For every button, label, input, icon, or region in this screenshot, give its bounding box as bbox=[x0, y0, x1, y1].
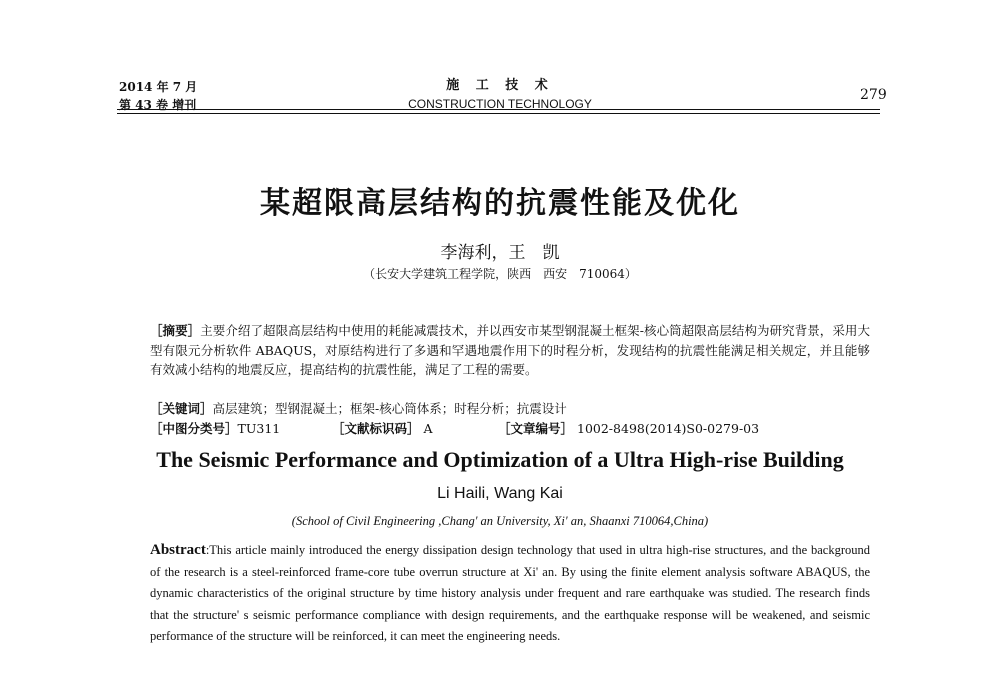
keywords-cn bbox=[150, 399, 870, 417]
page-number: 279 bbox=[860, 87, 887, 103]
doc-code-label: ［文献标识码］ bbox=[332, 421, 420, 436]
keywords-cn-label: ［关键词］ bbox=[150, 401, 213, 416]
authors-en: Li Haili, Wang Kai bbox=[437, 485, 563, 502]
abstract-cn bbox=[150, 321, 870, 380]
header-rule-thick bbox=[117, 109, 880, 110]
header-rule-thin bbox=[117, 113, 880, 114]
header-journal bbox=[380, 74, 620, 111]
abstract-en bbox=[150, 540, 870, 648]
abstract-cn-label: ［摘要］ bbox=[150, 323, 201, 338]
keywords-cn-text: 高层建筑；型钢混凝土；框架-核心筒体系；时程分析；抗震设计 bbox=[212, 401, 567, 416]
header-date: 2014 年 7 月 bbox=[119, 80, 198, 94]
article-title-en: The Seismic Performance and Optimization of a Ultra High-rise Building bbox=[156, 447, 844, 472]
document-code bbox=[332, 419, 433, 437]
article-number bbox=[498, 419, 759, 437]
abstract-cn-text: 主要介绍了超限高层结构中使用的耗能减震技术，并以西安市某型钢混凝土框架-核心筒超限高层结构为研究背景，采用大型有限元分析软件 ABAQUS，对原结构进行了多遇和罕遇地震作用下的时程分析，发现结构的抗震性能满足相关规定，并且能够有效减小结构的地震反应，提高结构的抗震性能，满足了工程的需要。 bbox=[150, 323, 870, 377]
authors-cn: 李海利，王 凯 bbox=[440, 243, 560, 263]
article-no-value: 1002-8498(2014)S0-0279-03 bbox=[577, 421, 760, 436]
journal-name-cn: 施 工 技 术 bbox=[446, 78, 554, 93]
header-volume: 第 43 卷 增刊 bbox=[119, 98, 197, 112]
doc-code-value: A bbox=[423, 421, 433, 436]
article-no-label: ［文章编号］ bbox=[498, 421, 574, 436]
clc-label: ［中图分类号］ bbox=[150, 421, 238, 436]
clc-number bbox=[150, 419, 280, 437]
article-title-cn: 某超限高层结构的抗震性能及优化 bbox=[260, 186, 740, 221]
journal-name-en: CONSTRUCTION TECHNOLOGY bbox=[408, 97, 592, 111]
affiliation-en: (School of Civil Engineering ,Chang' an University, Xi' an, Shaanxi 710064,China) bbox=[291, 514, 709, 528]
clc-value: TU311 bbox=[237, 421, 281, 436]
affiliation-cn: （长安大学建筑工程学院，陕西 西安 710064） bbox=[363, 267, 637, 281]
abstract-en-text: :This article mainly introduced the energy dissipation design technology that used in ultra high-rise structures, and the background of the research is a steel-reinforced frame-core tube overrun structure at Xi' an. By using the finite element analysis software ABAQUS, the dynamic characteristics of the original structure by time history analysis under frequent and rare earthquake was studied. The research finds that the structure' s seismic performance compliance with design requirements, and the earthquake response will be weakened, and seismic performance of the structure will be reinforced, it can meet the engineering needs. bbox=[150, 543, 870, 643]
abstract-en-label: Abstract bbox=[150, 542, 206, 558]
